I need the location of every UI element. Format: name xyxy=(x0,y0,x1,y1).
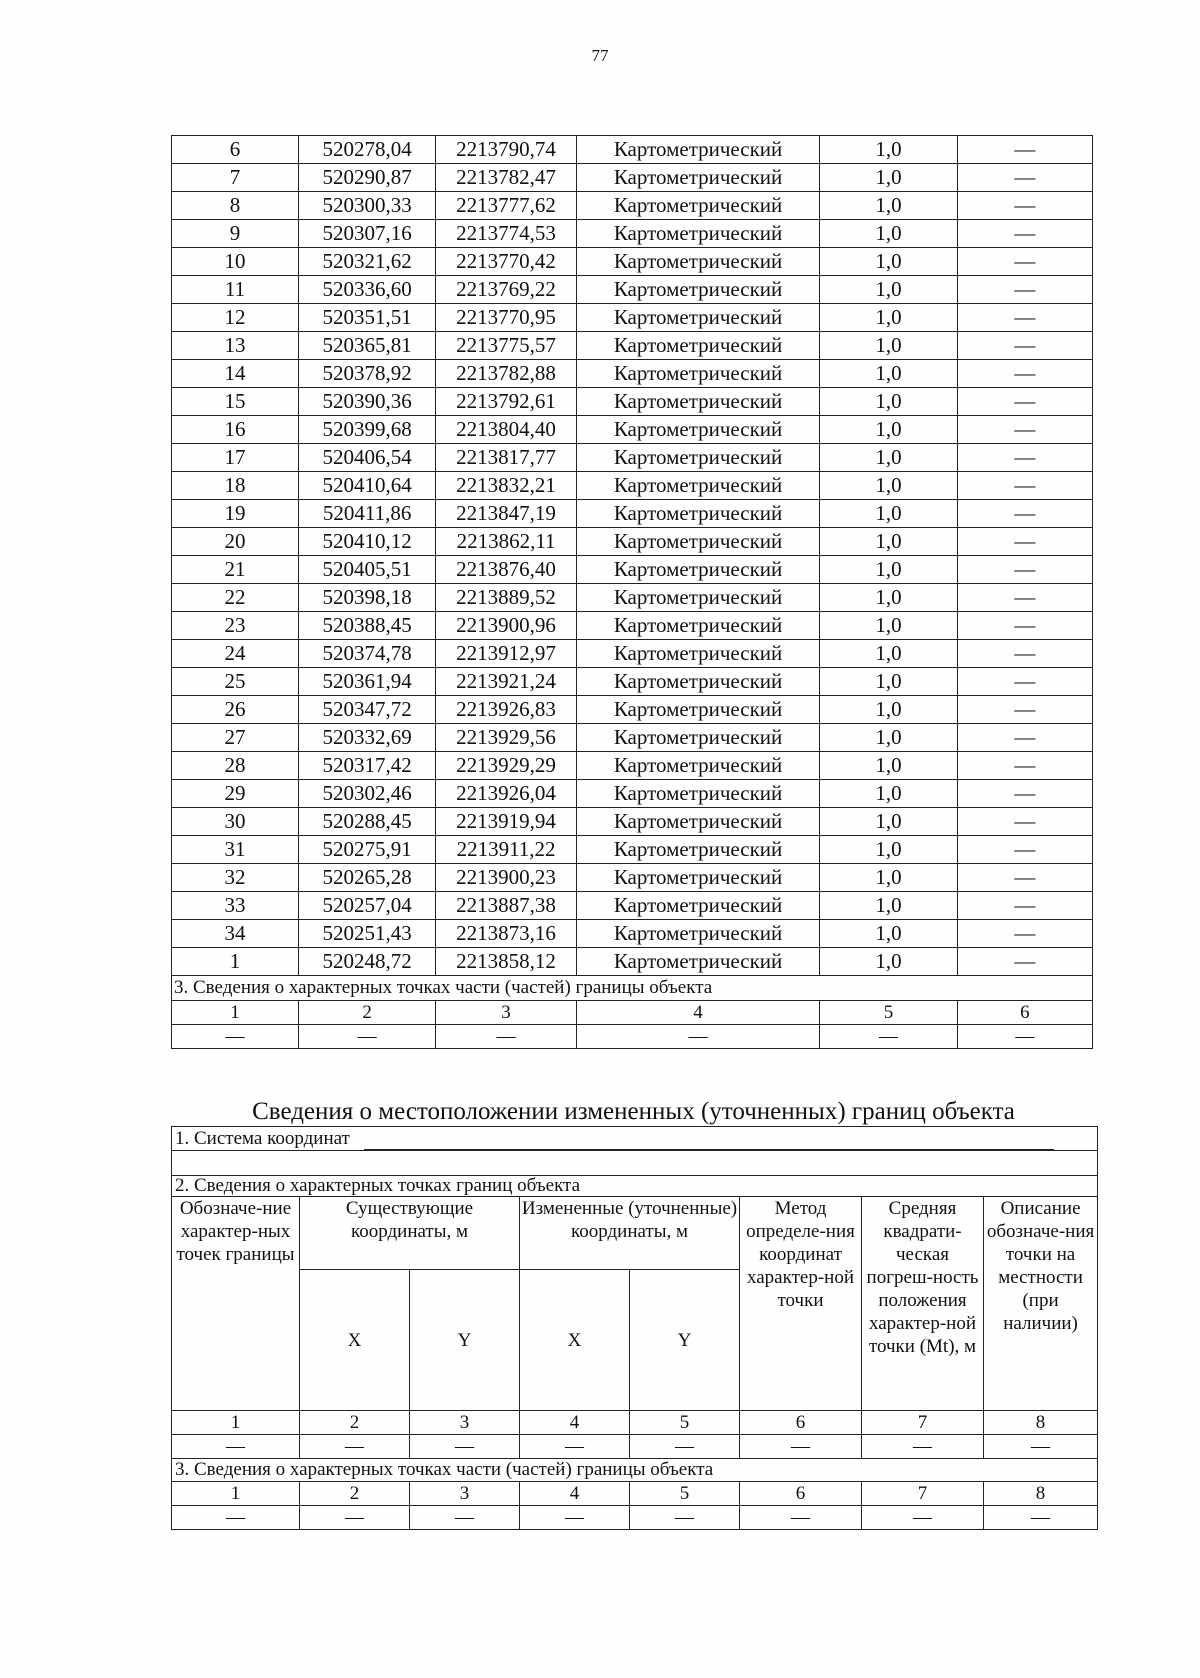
description-cell: — xyxy=(957,948,1092,976)
accuracy-cell: 1,0 xyxy=(820,220,957,248)
col-number: 2 xyxy=(300,1482,410,1506)
table-row xyxy=(172,696,1093,724)
coord-x-cell: 520332,69 xyxy=(298,724,435,752)
point-number-cell: 28 xyxy=(172,752,299,780)
method-cell: Картометрический xyxy=(576,360,820,388)
accuracy-cell: 1,0 xyxy=(820,948,957,976)
point-number-cell: 34 xyxy=(172,920,299,948)
table-row xyxy=(172,724,1093,752)
table-row xyxy=(172,668,1093,696)
page-number: 77 xyxy=(591,46,609,65)
header-method: Метод определе-ния координат характер-ной точки xyxy=(740,1197,862,1411)
accuracy-cell: 1,0 xyxy=(820,808,957,836)
coord-y-cell: 2213862,11 xyxy=(436,528,576,556)
coord-x-cell: 520390,36 xyxy=(298,388,435,416)
description-cell: — xyxy=(957,220,1092,248)
description-cell: — xyxy=(957,500,1092,528)
coord-x-cell: 520288,45 xyxy=(298,808,435,836)
method-cell: Картометрический xyxy=(576,920,820,948)
point-number-cell: 26 xyxy=(172,696,299,724)
point-number-cell: 14 xyxy=(172,360,299,388)
table-row xyxy=(172,192,1093,220)
description-cell: — xyxy=(957,864,1092,892)
dash-cell: — xyxy=(172,1506,300,1530)
table-row xyxy=(172,416,1093,444)
coord-x-cell: 520351,51 xyxy=(298,304,435,332)
table-row xyxy=(172,584,1093,612)
coord-x-cell: 520388,45 xyxy=(298,612,435,640)
description-cell: — xyxy=(957,136,1092,164)
coord-y-cell: 2213782,47 xyxy=(436,164,576,192)
method-cell: Картометрический xyxy=(576,332,820,360)
table-row xyxy=(172,612,1093,640)
coord-x-cell: 520248,72 xyxy=(298,948,435,976)
coord-x-cell: 520307,16 xyxy=(298,220,435,248)
method-cell: Картометрический xyxy=(576,640,820,668)
coord-y-cell: 2213832,21 xyxy=(436,472,576,500)
point-number-cell: 19 xyxy=(172,500,299,528)
point-number-cell: 13 xyxy=(172,332,299,360)
coord-y-cell: 2213770,95 xyxy=(436,304,576,332)
point-number-cell: 17 xyxy=(172,444,299,472)
point-number-cell: 25 xyxy=(172,668,299,696)
description-cell: — xyxy=(957,388,1092,416)
accuracy-cell: 1,0 xyxy=(820,304,957,332)
col-number: 1 xyxy=(172,1482,300,1506)
description-cell: — xyxy=(957,696,1092,724)
point-number-cell: 27 xyxy=(172,724,299,752)
accuracy-cell: 1,0 xyxy=(820,416,957,444)
coord-x-cell: 520398,18 xyxy=(298,584,435,612)
coord-y-cell: 2213889,52 xyxy=(436,584,576,612)
dash-cell: — xyxy=(520,1435,630,1459)
coord-x-cell: 520405,51 xyxy=(298,556,435,584)
method-cell: Картометрический xyxy=(576,304,820,332)
coord-x-cell: 520275,91 xyxy=(298,836,435,864)
coord-x-cell: 520378,92 xyxy=(298,360,435,388)
coord-x-cell: 520321,62 xyxy=(298,248,435,276)
description-cell: — xyxy=(957,752,1092,780)
col-number: 7 xyxy=(862,1482,984,1506)
header-existing: Существующие координаты, м xyxy=(300,1197,520,1270)
method-cell: Картометрический xyxy=(576,696,820,724)
method-cell: Картометрический xyxy=(576,416,820,444)
dash-cell: — xyxy=(862,1506,984,1530)
header-existing-y: Y xyxy=(410,1270,520,1411)
description-cell: — xyxy=(957,332,1092,360)
coord-y-cell: 2213792,61 xyxy=(436,388,576,416)
coord-y-cell: 2213921,24 xyxy=(436,668,576,696)
method-cell: Картометрический xyxy=(576,528,820,556)
coord-y-cell: 2213775,57 xyxy=(436,332,576,360)
accuracy-cell: 1,0 xyxy=(820,164,957,192)
section3-title: 3. Сведения о характерных точках части (частей) границы объекта xyxy=(172,976,1093,1001)
coord-x-cell: 520257,04 xyxy=(298,892,435,920)
description-cell: — xyxy=(957,444,1092,472)
coord-x-cell: 520406,54 xyxy=(298,444,435,472)
col-number: 5 xyxy=(630,1482,740,1506)
method-cell: Картометрический xyxy=(576,752,820,780)
method-cell: Картометрический xyxy=(576,948,820,976)
header-changed-x: X xyxy=(520,1270,630,1411)
point-number-cell: 18 xyxy=(172,472,299,500)
method-cell: Картометрический xyxy=(576,192,820,220)
coord-y-cell: 2213777,62 xyxy=(436,192,576,220)
table-row xyxy=(172,276,1093,304)
method-cell: Картометрический xyxy=(576,444,820,472)
accuracy-cell: 1,0 xyxy=(820,360,957,388)
header-changed-y: Y xyxy=(630,1270,740,1411)
description-cell: — xyxy=(957,668,1092,696)
accuracy-cell: 1,0 xyxy=(820,276,957,304)
point-number-cell: 9 xyxy=(172,220,299,248)
description-cell: — xyxy=(957,892,1092,920)
dash-cell: — xyxy=(300,1506,410,1530)
method-cell: Картометрический xyxy=(576,864,820,892)
col-number: 6 xyxy=(740,1411,862,1435)
coord-y-cell: 2213876,40 xyxy=(436,556,576,584)
table-row xyxy=(172,304,1093,332)
method-cell: Картометрический xyxy=(576,276,820,304)
table-row xyxy=(172,444,1093,472)
coord-y-cell: 2213926,83 xyxy=(436,696,576,724)
accuracy-cell: 1,0 xyxy=(820,192,957,220)
accuracy-cell: 1,0 xyxy=(820,920,957,948)
dash-cell: — xyxy=(300,1435,410,1459)
table-row xyxy=(172,136,1093,164)
coord-system-row xyxy=(172,1127,1098,1151)
coord-y-cell: 2213817,77 xyxy=(436,444,576,472)
coord-y-cell: 2213919,94 xyxy=(436,808,576,836)
coord-y-cell: 2213847,19 xyxy=(436,500,576,528)
table-row xyxy=(172,752,1093,780)
coord-x-cell: 520302,46 xyxy=(298,780,435,808)
accuracy-cell: 1,0 xyxy=(820,892,957,920)
coord-x-cell: 520361,94 xyxy=(298,668,435,696)
section3-col-6: 6 xyxy=(957,1001,1092,1025)
description-cell: — xyxy=(957,612,1092,640)
method-cell: Картометрический xyxy=(576,220,820,248)
dash-cell: — xyxy=(410,1435,520,1459)
accuracy-cell: 1,0 xyxy=(820,752,957,780)
method-cell: Картометрический xyxy=(576,556,820,584)
accuracy-cell: 1,0 xyxy=(820,696,957,724)
table-row xyxy=(172,836,1093,864)
table-row xyxy=(172,920,1093,948)
coord-x-cell: 520411,86 xyxy=(298,500,435,528)
description-cell: — xyxy=(957,780,1092,808)
coord-x-cell: 520399,68 xyxy=(298,416,435,444)
dash-cell: — xyxy=(520,1506,630,1530)
table-row xyxy=(172,332,1093,360)
method-cell: Картометрический xyxy=(576,612,820,640)
section3-col-2: 2 xyxy=(298,1001,435,1025)
table-row xyxy=(172,388,1093,416)
col-number: 2 xyxy=(300,1411,410,1435)
point-number-cell: 6 xyxy=(172,136,299,164)
description-cell: — xyxy=(957,276,1092,304)
accuracy-cell: 1,0 xyxy=(820,472,957,500)
dash-cell: — xyxy=(410,1506,520,1530)
accuracy-cell: 1,0 xyxy=(820,500,957,528)
header-description: Описание обозначе-ния точки на местности (при наличии) xyxy=(984,1197,1098,1411)
dash-cell: — xyxy=(630,1506,740,1530)
accuracy-cell: 1,0 xyxy=(820,612,957,640)
col-number: 1 xyxy=(172,1411,300,1435)
coord-x-cell: 520410,12 xyxy=(298,528,435,556)
points-table-body xyxy=(172,136,1093,976)
accuracy-cell: 1,0 xyxy=(820,556,957,584)
table-row xyxy=(172,528,1093,556)
point-number-cell: 29 xyxy=(172,780,299,808)
point-number-cell: 7 xyxy=(172,164,299,192)
description-cell: — xyxy=(957,584,1092,612)
col-number: 8 xyxy=(984,1482,1098,1506)
method-cell: Картометрический xyxy=(576,668,820,696)
section3-dash: — xyxy=(957,1025,1092,1049)
section3-dash: — xyxy=(576,1025,820,1049)
coord-x-cell: 520265,28 xyxy=(298,864,435,892)
coord-x-cell: 520365,81 xyxy=(298,332,435,360)
points-table xyxy=(171,135,1093,1049)
coord-y-cell: 2213858,12 xyxy=(436,948,576,976)
coord-x-cell: 520300,33 xyxy=(298,192,435,220)
method-cell: Картометрический xyxy=(576,248,820,276)
col-number: 5 xyxy=(630,1411,740,1435)
accuracy-cell: 1,0 xyxy=(820,444,957,472)
dash-cell: — xyxy=(862,1435,984,1459)
accuracy-cell: 1,0 xyxy=(820,780,957,808)
accuracy-cell: 1,0 xyxy=(820,724,957,752)
point-number-cell: 12 xyxy=(172,304,299,332)
accuracy-cell: 1,0 xyxy=(820,248,957,276)
accuracy-cell: 1,0 xyxy=(820,668,957,696)
point-number-cell: 10 xyxy=(172,248,299,276)
table-row xyxy=(172,360,1093,388)
section2-title: 2. Сведения о характерных точках границ объекта xyxy=(172,1176,1098,1197)
method-cell: Картометрический xyxy=(576,500,820,528)
description-cell: — xyxy=(957,640,1092,668)
col-number: 3 xyxy=(410,1482,520,1506)
header-changed: Измененные (уточненные) координаты, м xyxy=(520,1197,740,1270)
coord-y-cell: 2213929,56 xyxy=(436,724,576,752)
accuracy-cell: 1,0 xyxy=(820,836,957,864)
coord-y-cell: 2213782,88 xyxy=(436,360,576,388)
method-cell: Картометрический xyxy=(576,388,820,416)
method-cell: Картометрический xyxy=(576,472,820,500)
col-number: 6 xyxy=(740,1482,862,1506)
dash-cell: — xyxy=(172,1435,300,1459)
method-cell: Картометрический xyxy=(576,136,820,164)
point-number-cell: 16 xyxy=(172,416,299,444)
section3-dash: — xyxy=(436,1025,576,1049)
coord-y-cell: 2213911,22 xyxy=(436,836,576,864)
method-cell: Картометрический xyxy=(576,892,820,920)
dash-cell: — xyxy=(740,1435,862,1459)
dash-cell: — xyxy=(984,1435,1098,1459)
header-designation: Обозначе-ние характер-ных точек границы xyxy=(172,1197,300,1411)
header-accuracy: Средняя квадрати-ческая погреш-ность положения характер-ной точки (Mt), м xyxy=(862,1197,984,1411)
table-row xyxy=(172,164,1093,192)
description-cell: — xyxy=(957,416,1092,444)
coord-y-cell: 2213873,16 xyxy=(436,920,576,948)
method-cell: Картометрический xyxy=(576,724,820,752)
coord-x-cell: 520374,78 xyxy=(298,640,435,668)
point-number-cell: 21 xyxy=(172,556,299,584)
table-row xyxy=(172,500,1093,528)
table-row xyxy=(172,948,1093,976)
coord-x-cell: 520290,87 xyxy=(298,164,435,192)
dash-cell: — xyxy=(740,1506,862,1530)
description-cell: — xyxy=(957,724,1092,752)
description-cell: — xyxy=(957,808,1092,836)
point-number-cell: 23 xyxy=(172,612,299,640)
description-cell: — xyxy=(957,528,1092,556)
accuracy-cell: 1,0 xyxy=(820,388,957,416)
section3-col-3: 3 xyxy=(436,1001,576,1025)
description-cell: — xyxy=(957,192,1092,220)
table-row xyxy=(172,780,1093,808)
point-number-cell: 1 xyxy=(172,948,299,976)
point-number-cell: 11 xyxy=(172,276,299,304)
accuracy-cell: 1,0 xyxy=(820,864,957,892)
coord-x-cell: 520278,04 xyxy=(298,136,435,164)
coord-y-cell: 2213900,23 xyxy=(436,864,576,892)
point-number-cell: 20 xyxy=(172,528,299,556)
coord-x-cell: 520347,72 xyxy=(298,696,435,724)
description-cell: — xyxy=(957,556,1092,584)
point-number-cell: 31 xyxy=(172,836,299,864)
section3-col-4: 4 xyxy=(576,1001,820,1025)
description-cell: — xyxy=(957,836,1092,864)
description-cell: — xyxy=(957,248,1092,276)
coord-y-cell: 2213912,97 xyxy=(436,640,576,668)
table-row xyxy=(172,248,1093,276)
point-number-cell: 32 xyxy=(172,864,299,892)
section3-col-1: 1 xyxy=(172,1001,299,1025)
coord-y-cell: 2213900,96 xyxy=(436,612,576,640)
coord-x-cell: 520251,43 xyxy=(298,920,435,948)
table-row xyxy=(172,892,1093,920)
method-cell: Картометрический xyxy=(576,584,820,612)
col-number: 8 xyxy=(984,1411,1098,1435)
col-number: 7 xyxy=(862,1411,984,1435)
description-cell: — xyxy=(957,304,1092,332)
method-cell: Картометрический xyxy=(576,808,820,836)
point-number-cell: 8 xyxy=(172,192,299,220)
method-cell: Картометрический xyxy=(576,780,820,808)
accuracy-cell: 1,0 xyxy=(820,584,957,612)
coord-system-label: 1. Система координат xyxy=(175,1128,350,1149)
point-number-cell: 15 xyxy=(172,388,299,416)
accuracy-cell: 1,0 xyxy=(820,640,957,668)
section3-title-2: 3. Сведения о характерных точках части (частей) границы объекта xyxy=(172,1459,1098,1482)
coord-y-cell: 2213769,22 xyxy=(436,276,576,304)
section3-dash: — xyxy=(820,1025,957,1049)
description-cell: — xyxy=(957,164,1092,192)
coord-y-cell: 2213929,29 xyxy=(436,752,576,780)
coord-x-cell: 520410,64 xyxy=(298,472,435,500)
table-row xyxy=(172,472,1093,500)
table-row xyxy=(172,220,1093,248)
col-number: 4 xyxy=(520,1482,630,1506)
accuracy-cell: 1,0 xyxy=(820,136,957,164)
method-cell: Картометрический xyxy=(576,164,820,192)
col-number: 3 xyxy=(410,1411,520,1435)
coord-y-cell: 2213887,38 xyxy=(436,892,576,920)
point-number-cell: 30 xyxy=(172,808,299,836)
table-row xyxy=(172,640,1093,668)
section3-dash: — xyxy=(172,1025,299,1049)
description-cell: — xyxy=(957,360,1092,388)
coord-y-cell: 2213790,74 xyxy=(436,136,576,164)
changed-borders-table xyxy=(171,1126,1098,1530)
col-number: 4 xyxy=(520,1411,630,1435)
coord-x-cell: 520317,42 xyxy=(298,752,435,780)
table-row xyxy=(172,864,1093,892)
coord-system-value-line xyxy=(364,1133,1054,1150)
coord-y-cell: 2213774,53 xyxy=(436,220,576,248)
section3-dash: — xyxy=(298,1025,435,1049)
method-cell: Картометрический xyxy=(576,836,820,864)
dash-cell: — xyxy=(630,1435,740,1459)
table-row xyxy=(172,556,1093,584)
section3-col-5: 5 xyxy=(820,1001,957,1025)
accuracy-cell: 1,0 xyxy=(820,528,957,556)
coord-y-cell: 2213804,40 xyxy=(436,416,576,444)
accuracy-cell: 1,0 xyxy=(820,332,957,360)
table-row xyxy=(172,808,1093,836)
dash-cell: — xyxy=(984,1506,1098,1530)
blank-row xyxy=(172,1151,1098,1176)
description-cell: — xyxy=(957,472,1092,500)
coord-y-cell: 2213770,42 xyxy=(436,248,576,276)
coord-x-cell: 520336,60 xyxy=(298,276,435,304)
header-existing-x: X xyxy=(300,1270,410,1411)
coord-y-cell: 2213926,04 xyxy=(436,780,576,808)
point-number-cell: 24 xyxy=(172,640,299,668)
description-cell: — xyxy=(957,920,1092,948)
point-number-cell: 33 xyxy=(172,892,299,920)
point-number-cell: 22 xyxy=(172,584,299,612)
changed-borders-title: Сведения о местоположении измененных (уточненных) границ объекта xyxy=(252,1098,1015,1125)
